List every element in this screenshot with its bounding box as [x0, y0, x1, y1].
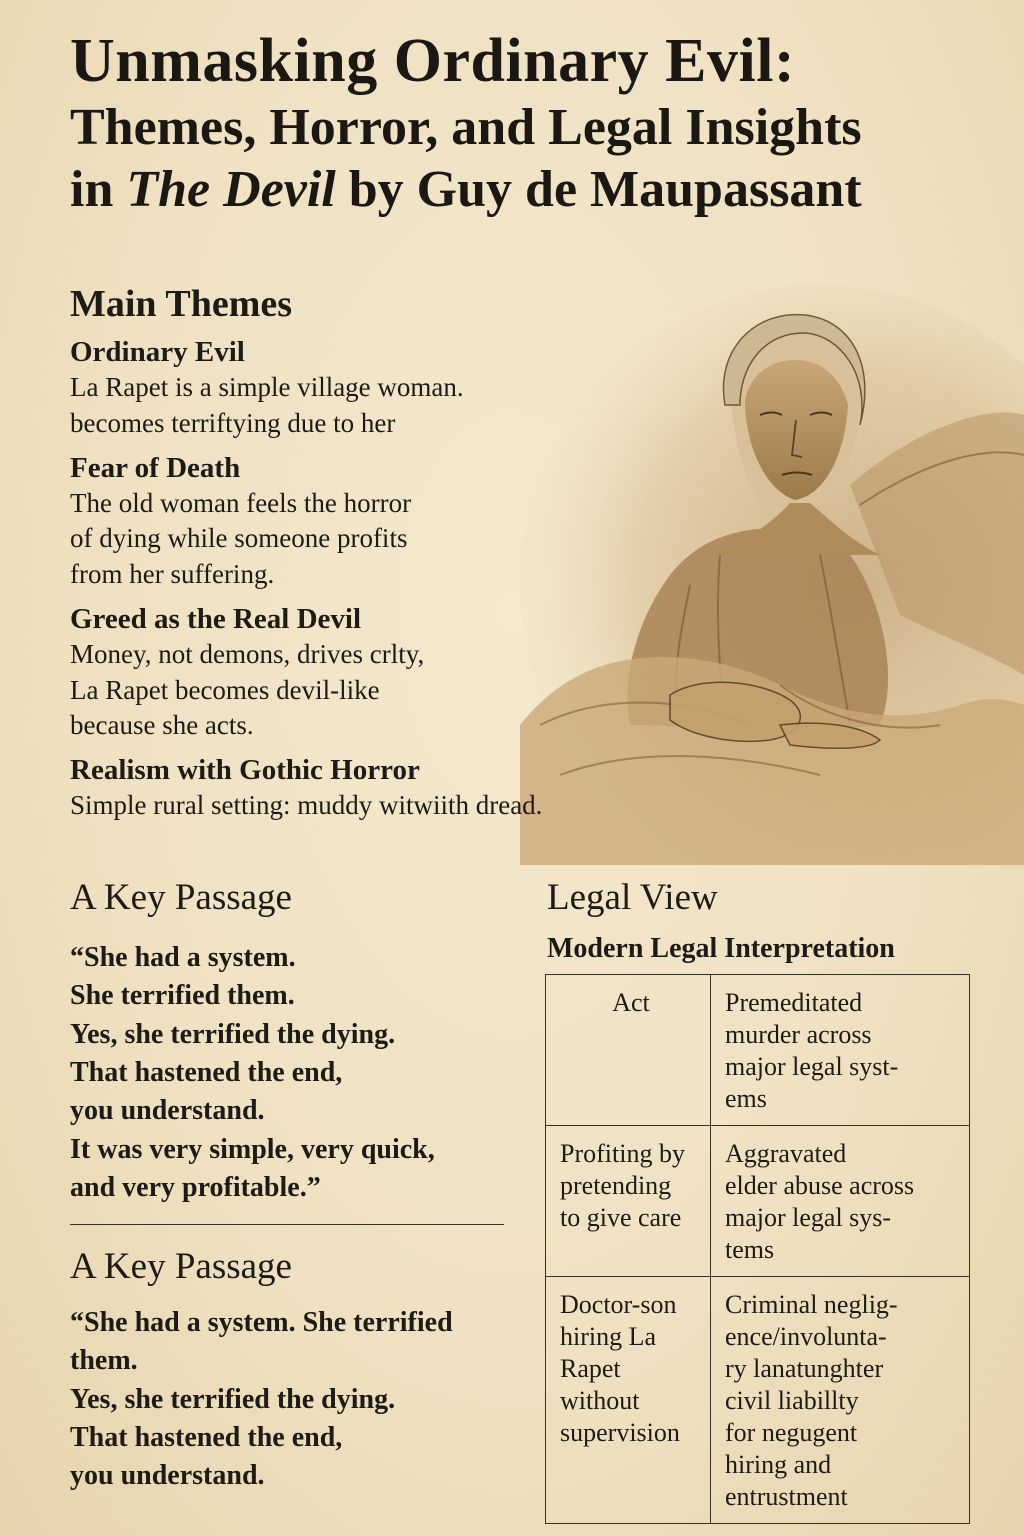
legal-subheading: Modern Legal Interpretation: [547, 933, 895, 964]
theme-item: [70, 601, 670, 744]
title-line-1: Unmasking Ordinary Evil:: [70, 27, 796, 95]
section-divider: [70, 1224, 504, 1225]
table-cell-act: Doctor-son hiring La Rapet without supervision: [546, 1276, 711, 1523]
table-row: [546, 1276, 970, 1523]
key-passage-quote: “She had a system. She terrified them. Yes, she terrified the dying. That hastened the end, you understand. It was very simple, very quick, and very profitable.”: [70, 942, 435, 1204]
theme-body: Money, not demons, drives crlty, La Rapet becomes devil-like because she acts.: [70, 638, 425, 741]
theme-item: [70, 450, 670, 593]
theme-title: Fear of Death: [70, 451, 241, 484]
legal-interpretation-table: [545, 974, 970, 1524]
theme-body: The old woman feels the horror of dying while someone profits from her suffering.: [70, 487, 412, 589]
title-line-3-suffix: by Guy de Maupassant: [335, 161, 862, 218]
theme-title: Realism with Gothic Horror: [70, 753, 420, 786]
legal-view-section: [547, 876, 977, 965]
key-passage-quote: “She had a system. She terrified them. Yes, she terrified the dying. That hastened the end, you understand.: [70, 1307, 453, 1492]
title-line-2: Themes, Horror, and Legal Insights: [70, 99, 862, 156]
table-cell-interpretation: Criminal neglig- ence/involunta- ry lanatunghter civil liabillty for negugent hiring and entrustment: [711, 1276, 970, 1523]
table-row: [546, 1125, 970, 1276]
table-cell-act: Act: [546, 975, 711, 1126]
theme-title: Greed as the Real Devil: [70, 602, 362, 635]
theme-title: Ordinary Evil: [70, 336, 245, 368]
page-title: [70, 27, 1010, 218]
theme-item: [70, 334, 670, 442]
key-passage-section-repeat: [70, 1245, 520, 1496]
main-themes-heading: Main Themes: [70, 283, 293, 325]
table-cell-interpretation: Aggravated elder abuse across major legal sys- tems: [711, 1125, 970, 1276]
theme-body: La Rapet is a simple village woman. becomes terriftying due to her: [70, 372, 464, 438]
table-row: [546, 975, 970, 1126]
main-themes-section: [70, 282, 670, 824]
key-passage-heading: A Key Passage: [70, 877, 292, 918]
legal-view-heading: Legal View: [547, 877, 718, 918]
theme-item: [70, 752, 670, 824]
title-line-3: [70, 161, 1010, 218]
title-line-3-prefix: in: [70, 161, 127, 218]
title-book-name: The Devil: [126, 161, 336, 218]
theme-body: Simple rural setting: muddy witwiith dread.: [70, 790, 543, 820]
key-passage-heading: A Key Passage: [70, 1246, 292, 1287]
key-passage-section: [70, 876, 520, 1208]
table-cell-interpretation: Premeditated murder across major legal syst- ems: [711, 975, 970, 1126]
table-cell-act: Profiting by pretending to give care: [546, 1125, 711, 1276]
